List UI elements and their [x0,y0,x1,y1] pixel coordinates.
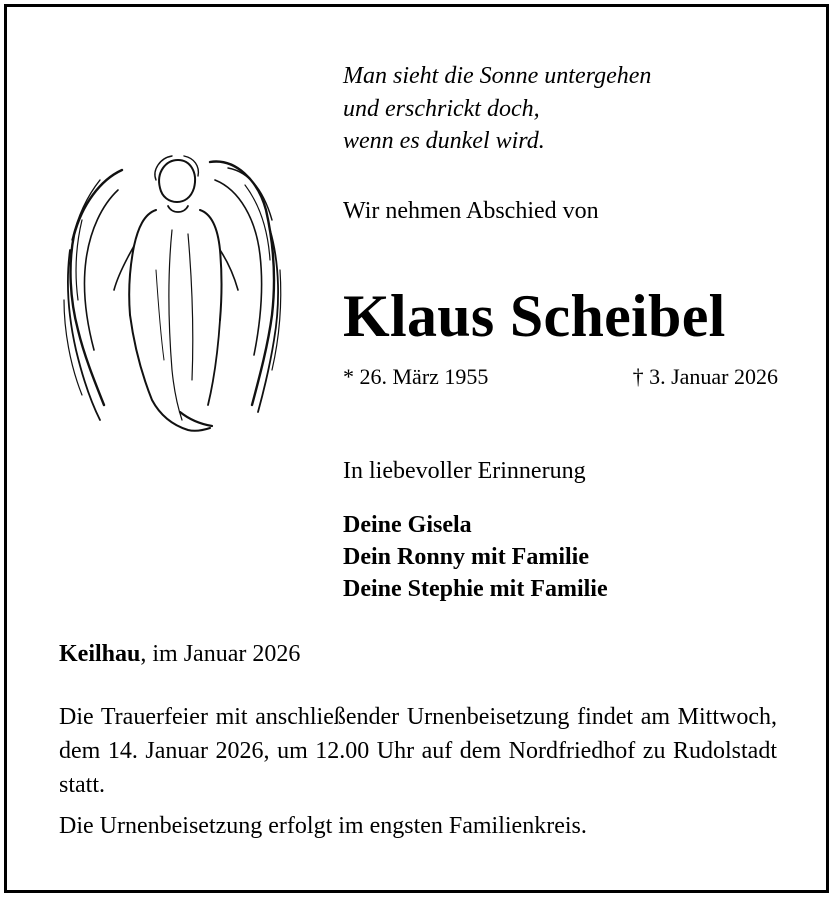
poem-line: und erschrickt doch, [343,95,540,122]
family-member: Dein Ronny mit Familie [343,544,589,570]
place-date [59,641,300,668]
family-member: Deine Stephie mit Familie [343,576,608,602]
place-date-text: , im Januar 2026 [140,641,301,667]
poem [343,60,651,158]
poem-line: Man sieht die Sonne untergehen [343,63,652,89]
memory-line: In liebevoller Erinnerung [343,458,586,484]
ceremony-info: Die Trauerfeier mit anschließender Urnenbeisetzung findet am Mittwoch, dem 14. Januar 2026, um 12.00 Uhr auf dem Nordfriedhof zu Rudolstadt statt. [59,704,777,798]
farewell-intro: Wir nehmen Abschied von [343,198,599,224]
birth-date: * 26. März 1955 [343,364,489,389]
deceased-name: Klaus Scheibel [343,283,726,349]
poem-line: wenn es dunkel wird. [343,128,545,154]
death-date: † 3. Januar 2026 [632,364,778,389]
family-signatures [343,509,608,605]
family-member: Deine Gisela [343,512,472,538]
angel-icon [60,150,285,435]
place-town: Keilhau [59,641,141,667]
burial-note: Die Urnenbeisetzung erfolgt im engsten Familienkreis. [59,813,587,839]
